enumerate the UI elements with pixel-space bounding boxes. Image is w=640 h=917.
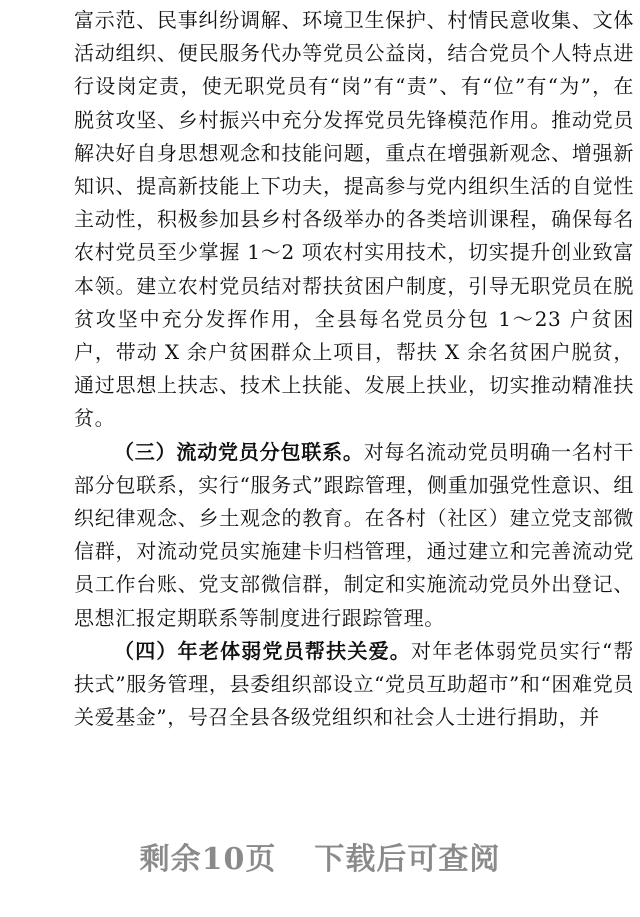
document-body [74, 4, 634, 734]
section-3-heading: （三）流动党员分包联系。 [114, 439, 364, 464]
download-prompt-footer [0, 834, 640, 878]
section-3-body: 对每名流动党员明确一名村干部分包联系，实行“服务式”跟踪管理，侧重加强党性意识、组织纪律观念、乡土观念的教育。在各村（社区）建立党支部微信群，对流动党员实施建卡归档管理，通过建立和完善流动党员工作台账、党支部微信群，制定和实施流动党员外出登记、思想汇报定期联系等制度进行跟踪管理。 [74, 439, 634, 630]
remaining-pages-label: 剩余10页 [139, 842, 277, 877]
paragraph-section-3 [74, 436, 634, 635]
paragraph-party-member-posts: 富示范、民事纠纷调解、环境卫生保护、村情民意收集、文体活动组织、便民服务代办等党员公益岗，结合党员个人特点进行设岗定责，使无职党员有“岗”有“责”、有“位”有“为”，在脱贫攻坚、乡村振兴中充分发挥党员先锋模范作用。推动党员解决好自身思想观念和技能问题，重点在增强新观念、增强新知识、提高新技能上下功夫，提高参与党内组织生活的自觉性主动性，积极参加县乡村各级举办的各类培训课程，确保每名农村党员至少掌握 1～2 项农村实用技术，切实提升创业致富本领。建立农村党员结对帮扶贫困户制度，引导无职党员在脱贫攻坚中充分发挥作用，全县每名党员分包 1～23 户贫困户，带动 X 余户贫困群众上项目，帮扶 X 余名贫困户脱贫，通过思想上扶志、技术上扶能、发展上扶业，切实推动精准扶贫。 [74, 8, 634, 431]
section-4-heading: （四）年老体弱党员帮扶关爱。 [114, 638, 412, 663]
section-4-body: 对年老体弱党员实行“帮扶式”服务管理，县委组织部设立“党员互助超市”和“困难党员关爱基金”，号召全县各级党组织和社会人士进行捐助，并 [74, 638, 634, 730]
paragraph-section-4 [74, 635, 634, 735]
download-hint-label: 下载后可查阅 [314, 842, 501, 877]
